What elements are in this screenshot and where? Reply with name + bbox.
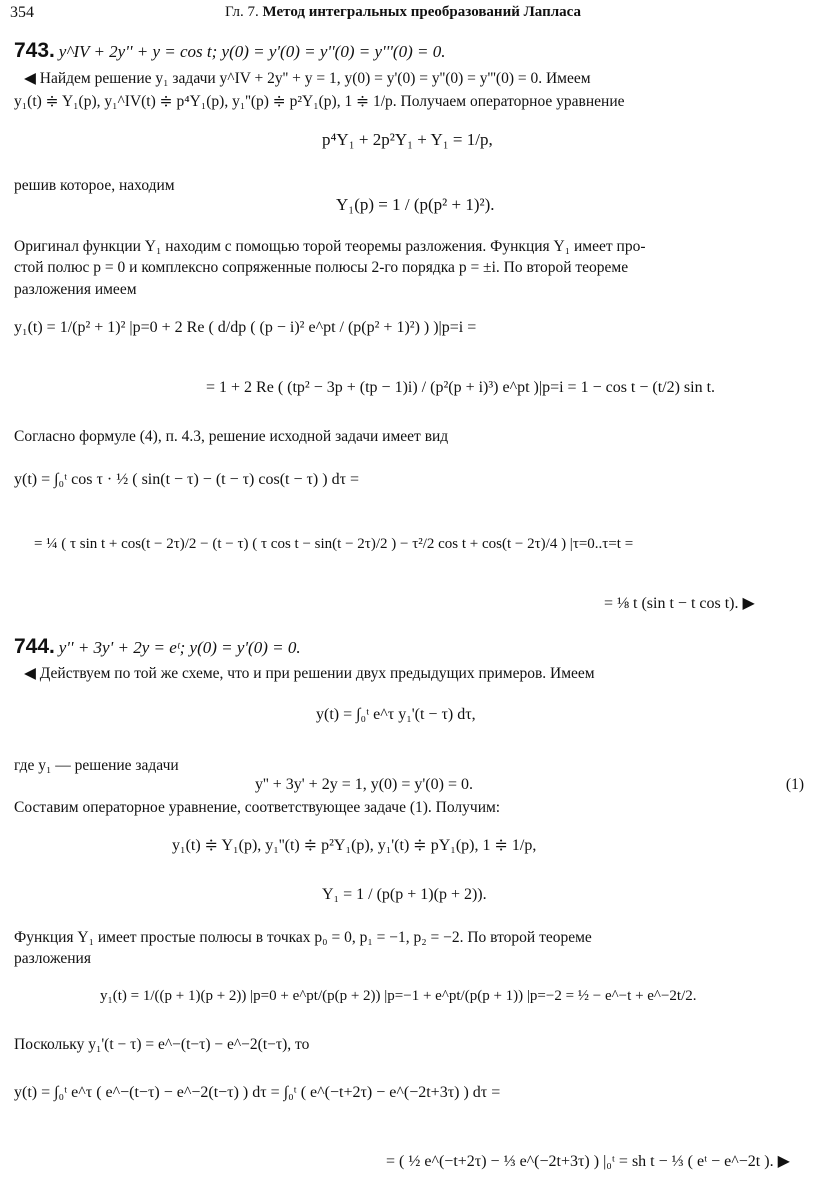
page-header <box>10 3 810 23</box>
equation: y'' + 3y' + 2y = 1, y(0) = y'(0) = 0. <box>255 776 473 793</box>
equation: = ¼ ( τ sin t + cos(t − 2τ)/2 − (t − τ) ( τ cos t − sin(t − 2τ)/2 ) − τ²/2 cos t + cos(t − 2τ)/4 ) |τ=0..τ=t = <box>34 536 634 552</box>
paragraph-line: где y₁ — решение задачи <box>14 757 179 774</box>
equation: y(t) = ∫₀ᵗ cos τ · ½ ( sin(t − τ) − (t − τ) cos(t − τ) ) dτ = <box>14 471 360 488</box>
page-number: 354 <box>10 4 34 21</box>
problem-743-header <box>14 38 445 63</box>
paragraph-line: y₁(t) ≑ Y₁(p), y₁^IV(t) ≑ p⁴Y₁(p), y₁''(p) ≑ p²Y₁(p), 1 ≑ 1/p. Получаем операторное уравнение <box>14 93 625 110</box>
equation: y(t) = ∫₀ᵗ e^τ ( e^−(t−τ) − e^−2(t−τ) ) dτ = ∫₀ᵗ ( e^(−t+2τ) − e^(−2t+3τ) ) dτ = <box>14 1084 501 1101</box>
equation-number: (1) <box>785 776 804 793</box>
chapter-title: Метод интегральных преобразований Лапласа <box>262 4 581 20</box>
equation: = ( ½ e^(−t+2τ) − ⅓ e^(−2t+3τ) ) |₀ᵗ = sh t − ⅓ ( eᵗ − e^−2t ). ▶ <box>386 1153 790 1170</box>
paragraph-line: Функция Y₁ имеет простые полюсы в точках p₀ = 0, p₁ = −1, p₂ = −2. По второй теореме <box>14 929 592 946</box>
equation: y₁(t) = 1/((p + 1)(p + 2)) |p=0 + e^pt/(p(p + 2)) |p=−1 + e^pt/(p(p + 1)) |p=−2 = ½ − e^−t + e^−2t/2. <box>100 988 697 1004</box>
paragraph-line: ◀ Действуем по той же схеме, что и при решении двух предыдущих примеров. Имеем <box>24 665 595 682</box>
paragraph-line: Оригинал функции Y₁ находим с помощью торой теоремы разложения. Функция Y₁ имеет про- <box>14 238 646 255</box>
equation: p⁴Y₁ + 2p²Y₁ + Y₁ = 1/p, <box>322 130 493 149</box>
equation: Y₁(p) = 1 / (p(p² + 1)²). <box>336 195 495 214</box>
paragraph-line: стой полюс p = 0 и комплексно сопряженные полюсы 2-го порядка p = ±i. По второй теореме <box>14 259 629 276</box>
paragraph-line: разложения имеем <box>14 281 137 298</box>
problem-statement: y^IV + 2y'' + y = cos t; y(0) = y'(0) = y''(0) = y'''(0) = 0. <box>58 42 446 61</box>
problem-statement: y'' + 3y' + 2y = eᵗ; y(0) = y'(0) = 0. <box>58 638 301 657</box>
equation: y₁(t) ≑ Y₁(p), y₁''(t) ≑ p²Y₁(p), y₁'(t) ≑ pY₁(p), 1 ≑ 1/p, <box>172 837 537 854</box>
paragraph-line: решив которое, находим <box>14 177 175 194</box>
problem-number: 743. <box>14 39 55 62</box>
paragraph-line: Поскольку y₁'(t − τ) = e^−(t−τ) − e^−2(t−τ), то <box>14 1036 310 1053</box>
chapter-number: Гл. 7. <box>225 4 259 20</box>
running-title <box>225 3 581 21</box>
equation: y₁(t) = 1/(p² + 1)² |p=0 + 2 Re ( d/dp ( (p − i)² e^pt / (p(p² + 1)²) ) )|p=i = <box>14 319 477 336</box>
paragraph-line: ◀ Найдем решение y₁ задачи y^IV + 2y'' + y = 1, y(0) = y'(0) = y''(0) = y'''(0) = 0. Имеем <box>24 70 591 87</box>
equation: = ⅛ t (sin t − t cos t). ▶ <box>604 595 755 612</box>
equation: = 1 + 2 Re ( (tp² − 3p + (tp − 1)i) / (p²(p + i)³) e^pt )|p=i = 1 − cos t − (t/2) sin t. <box>206 379 716 396</box>
equation: y(t) = ∫₀ᵗ e^τ y₁'(t − τ) dτ, <box>316 706 476 723</box>
problem-number: 744. <box>14 635 55 658</box>
paragraph-line: разложения <box>14 950 91 967</box>
problem-744-header <box>14 634 301 659</box>
paragraph-line: Составим операторное уравнение, соответствующее задаче (1). Получим: <box>14 799 501 816</box>
paragraph-line: Согласно формуле (4), п. 4.3, решение исходной задачи имеет вид <box>14 428 449 445</box>
equation: Y₁ = 1 / (p(p + 1)(p + 2)). <box>322 886 487 903</box>
